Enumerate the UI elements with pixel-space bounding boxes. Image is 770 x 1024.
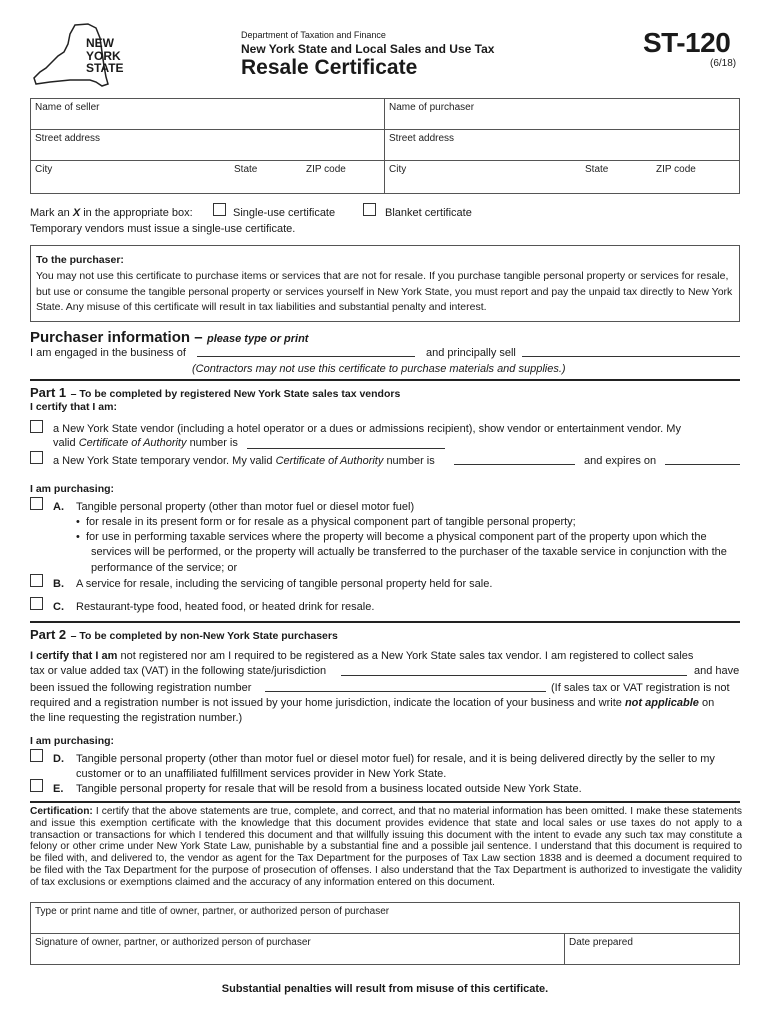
option-a-letter: A. [53,501,64,513]
option-b-letter: B. [53,578,64,590]
option-e-checkbox[interactable] [30,779,43,792]
purchaser-name-field[interactable]: Name of purchaser [389,102,475,113]
purchaser-street-field[interactable]: Street address [389,133,455,144]
principally-sell-input[interactable] [522,356,740,357]
registration-number-input[interactable] [265,691,546,692]
logo-text: NEW YORK STATE [86,36,124,75]
single-use-checkbox[interactable] [213,203,226,216]
business-type-input[interactable] [197,356,415,357]
form-subtitle: New York State and Local Sales and Use Tax [241,42,495,56]
option-a-bullet-2-end: performance of the service; or [91,562,238,574]
option-b-checkbox[interactable] [30,574,43,587]
temp-authority-number-input[interactable] [454,464,575,465]
penalty-warning: Substantial penalties will result from misuse of this certificate. [221,983,549,995]
and-have-label: and have [694,665,740,677]
option-e-letter: E. [53,783,64,795]
part2-line-2: tax or value added tax (VAT) in the following state/jurisdiction [30,665,327,677]
option-c-checkbox[interactable] [30,597,43,610]
option-a-bullet-2-cont: services will be performed, or the property will actually be transferred to the purchaser of the taxable service in conjunction with the [91,546,727,558]
part2-line-4: required and a registration number is not issued by your home jurisdiction, indicate the location of your business and write not applicable on [30,697,715,709]
option-d-text: Tangible personal property (other than motor fuel or diesel motor fuel) for resale, and it is being delivered directly by the seller to my [76,753,715,765]
single-use-label: Single-use certificate [233,207,336,219]
part2-heading: Part 2 – To be completed by non-New York State purchasers [30,627,338,642]
purchaser-state-field[interactable]: State [585,164,609,175]
department-name: Department of Taxation and Finance [241,30,386,40]
option-a-checkbox[interactable] [30,497,43,510]
part1-heading: Part 1 – To be completed by registered New York State sales tax vendors [30,385,401,400]
expires-on-label: and expires on [584,455,657,467]
certification-text: Certification: I certify that the above statements are true, complete, and correct, and that no material information has been omitted. I make these statements and issue this exemption certificate with the knowledge that this document provides evidence that state and local sales or use taxes do not apply to a transaction or transactions for which I tendered this document and that willfully issuing this document with the intent to evade any such tax may constitute a felony or other crime under New York State Law, punishable by a substantial fine and a possible jail sentence. I understand that this document is required to be filed with, and delivered to, the vendor as agent for the Tax Department for the purposes of Tax Law section 1838 and is deemed a document required to be filed with the Tax Department for the purpose of prosecution of offenses. I also understand that the Tax Department is authorized to investigate the validity of tax exclusions or exemptions claimed and the accuracy of any information entered on this document. [30,806,742,888]
form-revision: (6/18) [710,58,737,69]
temporary-vendor-text: a New York State temporary vendor. My valid Certificate of Authority number is [53,455,435,467]
expires-on-input[interactable] [665,464,740,465]
principally-sell-label: and principally sell [426,347,516,359]
option-c-letter: C. [53,601,64,613]
ny-vendor-text-2: valid Certificate of Authority number is [53,437,238,449]
ny-vendor-text: a New York State vendor (including a hotel operator or a dues or admissions recipient), show vendor or entertainment vendor. My [53,423,681,435]
registration-note: (If sales tax or VAT registration is not [551,682,730,694]
certificate-of-authority-input[interactable] [247,448,445,449]
temporary-vendor-note: Temporary vendors must issue a single-use certificate. [30,223,296,235]
option-b-text: A service for resale, including the servicing of tangible personal property held for sale. [76,578,493,590]
option-d-text-2: customer or to an unaffiliated fulfillment services provider in New York State. [76,768,447,780]
seller-zip-field[interactable]: ZIP code [306,164,346,175]
purchaser-zip-field[interactable]: ZIP code [656,164,696,175]
option-d-letter: D. [53,753,64,765]
ny-state-logo [30,22,140,92]
mark-box-instruction: Mark an X in the appropriate box: [30,207,193,219]
option-a-text: Tangible personal property (other than motor fuel or diesel motor fuel) [76,501,415,513]
part1-purchasing: I am purchasing: [30,483,115,495]
purchaser-city-field[interactable]: City [389,164,407,175]
contractors-note: (Contractors may not use this certificate to purchase materials and supplies.) [192,363,566,375]
blanket-label: Blanket certificate [385,207,472,219]
option-d-checkbox[interactable] [30,749,43,762]
seller-street-field[interactable]: Street address [35,133,101,144]
seller-state-field[interactable]: State [234,164,258,175]
certification-rule [30,801,740,803]
seller-city-field[interactable]: City [35,164,53,175]
option-a-bullet-2: • for use in performing taxable services where the property will become a physical component part of the property upon which the [76,531,707,543]
blanket-checkbox[interactable] [363,203,376,216]
form-number: ST-120 [643,27,731,58]
signature-field[interactable]: Signature of owner, partner, or authorized person of purchaser [35,937,311,948]
part1-certify: I certify that I am: [30,401,117,413]
seller-purchaser-table [30,98,740,194]
engaged-business-label: I am engaged in the business of [30,347,186,359]
state-jurisdiction-input[interactable] [341,675,687,676]
seller-name-field[interactable]: Name of seller [35,102,100,113]
part2-line-5: the line requesting the registration number.) [30,712,243,724]
date-prepared-field[interactable]: Date prepared [569,937,633,948]
part1-rule [30,379,740,381]
part2-certify-line-1: I certify that I am not registered nor am I required to be registered as a New York State sales tax vendor. I am registered to collect sales [30,650,694,662]
part2-rule [30,621,740,623]
name-title-field[interactable]: Type or print name and title of owner, partner, or authorized person of purchaser [35,906,390,917]
option-c-text: Restaurant-type food, heated food, or heated drink for resale. [76,601,375,613]
temporary-vendor-checkbox[interactable] [30,451,43,464]
to-purchaser-notice [30,245,740,322]
purchaser-info-heading: Purchaser information – please type or print [30,329,309,346]
part2-purchasing: I am purchasing: [30,735,115,747]
ny-vendor-checkbox[interactable] [30,420,43,433]
notice-heading: To the purchaser: [36,254,124,266]
option-a-bullet-1: • for resale in its present form or for resale as a physical component part of tangible personal property; [76,516,576,528]
form-title: Resale Certificate [241,56,418,79]
notice-body: You may not use this certificate to purchase items or services that are not for resale. If you purchase tangible personal property or services for resale, but use or consume the tangible personal property or services yourself in New York State, you must report and pay the unpaid tax directly to New York State. Any misuse of this certificate will result in tax liabilities and substantial penalty and interest. [36,270,733,313]
part2-line-3: been issued the following registration number [30,682,252,694]
option-e-text: Tangible personal property for resale that will be resold from a business located outside New York State. [76,783,582,795]
